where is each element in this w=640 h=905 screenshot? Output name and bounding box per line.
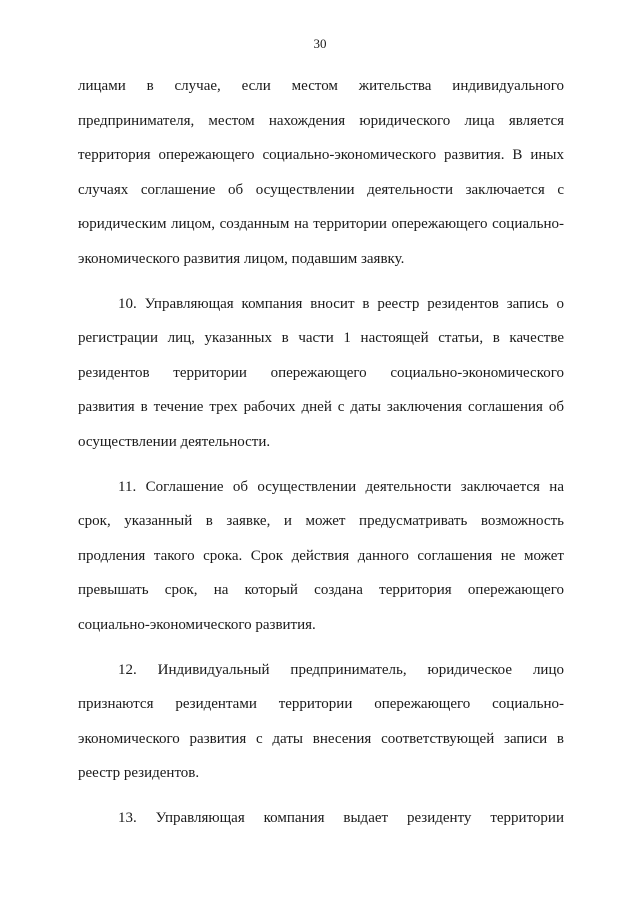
paragraph-gap xyxy=(78,460,564,470)
text-line: социально-экономического развития. xyxy=(78,616,316,633)
paragraph-12 xyxy=(78,653,564,791)
text-line: юридическим лицом, созданным на территории опережающего социально- xyxy=(78,216,564,233)
paragraph-11 xyxy=(78,470,564,643)
text-line: превышать срок, на который создана территория опережающего xyxy=(78,582,564,599)
text-line: лицами в случае, если местом жительства индивидуального xyxy=(78,78,564,94)
text-line: территория опережающего социально-экономического развития. В иных xyxy=(78,147,564,164)
paragraph-gap xyxy=(78,791,564,801)
text-line: 13. Управляющая компания выдает резиденту территории xyxy=(118,809,564,826)
text-line: экономического развития лицом, подавшим заявку. xyxy=(78,250,405,267)
text-line: 11. Соглашение об осуществлении деятельности заключается на xyxy=(118,478,564,495)
paragraph-13 xyxy=(78,801,564,836)
text-line: 10. Управляющая компания вносит в реестр резидентов запись о xyxy=(118,295,564,312)
page-number: 30 xyxy=(313,36,327,51)
text-line: резидентов территории опережающего социально-экономического xyxy=(78,364,564,381)
text-line: предпринимателя, местом нахождения юридического лица является xyxy=(78,112,564,129)
text-line: случаях соглашение об осуществлении деятельности заключается с xyxy=(78,181,564,198)
paragraph-continuation xyxy=(78,69,564,277)
text-line: признаются резидентами территории опережающего социально- xyxy=(78,696,564,713)
paragraph-gap xyxy=(78,643,564,653)
paragraph-gap xyxy=(78,277,564,287)
paragraph-10 xyxy=(78,287,564,460)
text-line: реестр резидентов. xyxy=(78,765,200,782)
text-line: продления такого срока. Срок действия данного соглашения не может xyxy=(78,547,564,564)
document-body xyxy=(78,69,564,835)
text-line: 12. Индивидуальный предприниматель, юридическое лицо xyxy=(118,661,564,678)
text-line: экономического развития с даты внесения соответствующей записи в xyxy=(78,730,564,747)
text-line: развития в течение трех рабочих дней с даты заключения соглашения об xyxy=(78,399,564,416)
text-line: регистрации лиц, указанных в части 1 настоящей статьи, в качестве xyxy=(78,330,564,347)
text-line: осуществлении деятельности. xyxy=(78,433,271,450)
text-line: срок, указанный в заявке, и может предусматривать возможность xyxy=(78,513,564,530)
